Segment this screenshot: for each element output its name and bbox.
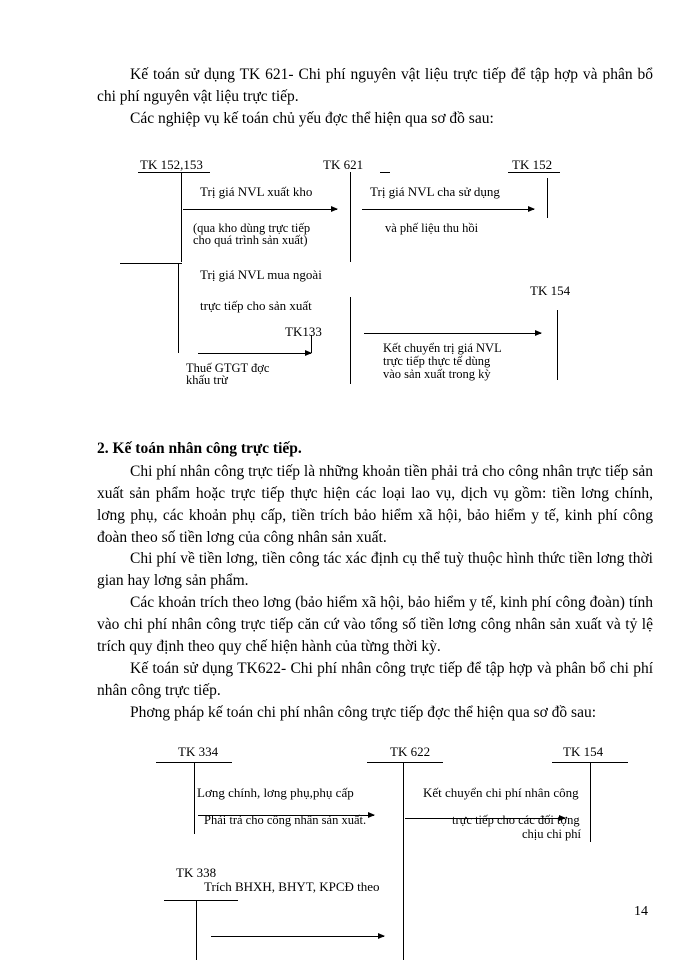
- paragraph-chi-phi-nhan-cong: Chi phí nhân công trực tiếp là những khoản tiền phải trả cho công nhân trực tiếp sản xuất sản phẩm hoặc trực tiếp thực hiện các loại lao vụ, dịch vụ gồm: tiền lơng chính, lơng phụ, các khoản phụ cấp, tiền trích bảo hiểm xã hội, bảo hiểm y tế, kinh phí công đoàn theo số tiền lơng của công nhân sản xuất.: [97, 463, 653, 546]
- account-tk152: TK 152: [512, 157, 553, 172]
- paragraph-diagram1-intro: Các nghiệp vụ kế toán chủ yếu đợc thể hiện qua sơ đồ sau:: [130, 110, 494, 127]
- arrow-thue-gtgt: [198, 353, 311, 354]
- t-account-top-line: [138, 172, 210, 173]
- label-cho-qua-trinh: cho quá trình sản xuất): [193, 233, 308, 247]
- t-account-top-line: [367, 762, 443, 763]
- paragraph-tien-luong: Chi phí về tiền lơng, tiền công tác xác định cụ thể tuỳ thuộc hình thức tiền lơng thời gian hay lơng sản phẩm.: [97, 550, 653, 589]
- account-tk334: TK 334: [178, 744, 219, 759]
- account-tk152-153: TK 152,153: [140, 157, 203, 172]
- tk334-vertical-line: [194, 762, 195, 834]
- paragraph-cac-khoan-trich: Các khoản trích theo lơng (bảo hiểm xã hội, bảo hiểm y tế, kinh phí công đoàn) tính vào chi phí nhân công trực tiếp căn cứ vào tổng số tiền lơng công nhân sản xuất và tỷ lệ trích quy định theo quy chế hiện hành của từng thời kỳ.: [97, 594, 653, 655]
- t-account-top-line: [508, 172, 560, 173]
- account-tk621: TK 621: [323, 157, 364, 172]
- tk621-vertical-line-2: [350, 297, 351, 384]
- label-cha-su-dung: Trị giá NVL cha sử dụng: [370, 184, 500, 199]
- label-thuc-te-dung: trực tiếp thực tế dùng: [383, 354, 491, 368]
- label-phai-tra: Phải trả cho công nhân sản xuất.: [204, 813, 367, 827]
- paragraph-tk621-intro: Kế toán sử dụng TK 621- Chi phí nguyên vật liệu trực tiếp để tập hợp và phân bổ chi phí nguyên vật liệu trực tiếp.: [97, 66, 653, 105]
- account-line-mua-ngoai: [120, 263, 182, 264]
- arrow-phai-tra: [198, 815, 374, 816]
- label-ket-chuyen: Kết chuyển chi phí nhân công: [423, 785, 579, 800]
- tk152-vertical-line: [181, 172, 182, 262]
- tk621-vertical-line-1: [350, 172, 351, 262]
- label-qua-kho: (qua kho dùng trực tiếp: [193, 221, 311, 235]
- label-vao-sx: vào sản xuất trong kỳ: [383, 367, 491, 381]
- tk154-vertical-line: [590, 762, 591, 842]
- label-phe-lieu: và phế liệu thu hồi: [385, 221, 479, 235]
- tk154-vertical-line: [557, 310, 558, 380]
- arrow-trich: [211, 936, 384, 937]
- tk622-vertical-line: [403, 762, 404, 960]
- arrow-xuat-kho: [183, 209, 337, 210]
- label-truc-tiep-sx: trực tiếp cho sản xuất: [200, 298, 312, 313]
- arrow-ket-chuyen: [364, 333, 541, 334]
- account-tk154: TK 154: [530, 283, 571, 298]
- t-account-top-line: [164, 900, 238, 901]
- tk152-return-vertical-line: [547, 178, 548, 218]
- t-account-top-line: [380, 172, 390, 173]
- account-tk154: TK 154: [563, 744, 604, 759]
- account-tk338: TK 338: [176, 865, 217, 880]
- label-mua-ngoai: Trị giá NVL mua ngoài: [200, 267, 322, 282]
- paragraph-tk622-intro: Kế toán sử dụng TK622- Chi phí nhân công trực tiếp để tập hợp và phân bổ chi phí nhân công trực tiếp.: [97, 660, 653, 699]
- label-doi-tuong: trực tiếp cho các đối tợng: [452, 813, 580, 827]
- label-xuat-kho: Trị giá NVL xuất kho: [200, 184, 313, 199]
- page-number: 14: [634, 904, 648, 919]
- label-luong: Lơng chính, lơng phụ,phụ cấp: [197, 785, 354, 800]
- section-heading: 2. Kế toán nhân công trực tiếp.: [97, 440, 302, 457]
- label-trich: Trích BHXH, BHYT, KPCĐ theo: [204, 879, 380, 894]
- label-khau-tru: khấu trừ: [186, 373, 228, 387]
- account-tk622: TK 622: [390, 744, 431, 759]
- label-thue-gtgt: Thuế GTGT đợc: [186, 361, 270, 375]
- label-ket-chuyen: Kết chuyển trị giá NVL: [383, 341, 502, 355]
- account-tk133: TK133: [285, 324, 322, 339]
- tk338-vertical-line: [196, 900, 197, 960]
- label-chiu-cp: chịu chi phí: [522, 827, 582, 841]
- mua-ngoai-vertical-line: [178, 263, 179, 353]
- paragraph-diagram2-intro: Phơng pháp kế toán chi phí nhân công trực tiếp đợc thể hiện qua sơ đồ sau:: [130, 704, 597, 721]
- arrow-cha-su-dung: [362, 209, 534, 210]
